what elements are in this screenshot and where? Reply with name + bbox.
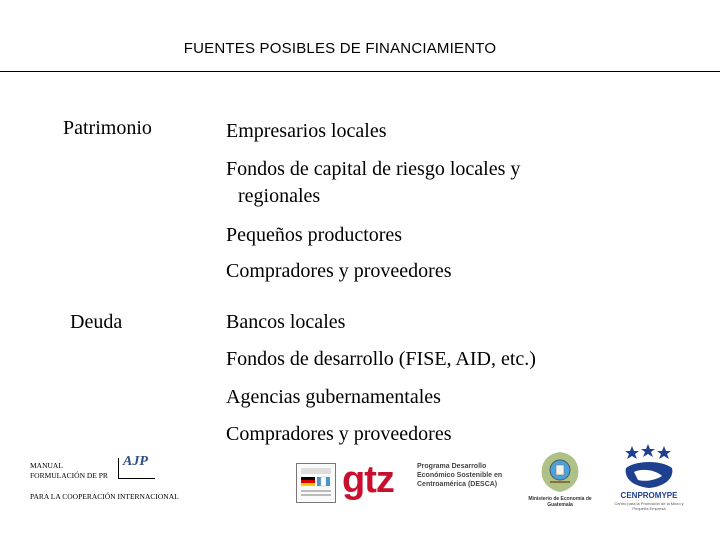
cenpromype-text: CENPROMYPE: [620, 491, 678, 500]
manual-line: PARA LA COOPERACIÓN INTERNACIONAL: [30, 492, 179, 501]
list-item: Compradores y proveedores: [226, 260, 452, 282]
list-item: Fondos de desarrollo (FISE, AID, etc.): [226, 348, 536, 370]
list-item: Bancos locales: [226, 311, 346, 333]
cenpromype-logo: [612, 444, 686, 511]
category-label-patrimonio: Patrimonio: [63, 117, 152, 139]
list-item: Compradores y proveedores: [226, 423, 452, 445]
cenpromype-subtext: Centro para la Promoción de la Micro y Pequeña Empresa: [614, 501, 684, 511]
page-title: FUENTES POSIBLES DE FINANCIAMIENTO: [183, 40, 497, 57]
title-divider: [0, 71, 720, 72]
manual-line: MANUAL: [30, 461, 63, 470]
ministerio-text: Ministerio de Economía de Guatemala: [528, 496, 592, 508]
manual-footer: [30, 454, 210, 508]
list-item: Agencias gubernamentales: [226, 386, 441, 408]
list-item: Pequeños productores: [226, 224, 403, 246]
list-item: Fondos de capital de riesgo locales y: [226, 158, 521, 180]
stars-map-icon: [612, 444, 686, 490]
gtz-logo: gtz: [342, 459, 394, 501]
list-item: Empresarios locales: [226, 120, 387, 142]
ajp-logo-text: AJP: [123, 454, 148, 469]
coat-of-arms-icon: [520, 448, 600, 494]
ajp-logo: [118, 454, 155, 479]
list-item-continuation: regionales: [238, 185, 321, 207]
cooperation-logo: [296, 463, 336, 503]
category-label-deuda: Deuda: [70, 311, 123, 333]
desca-logo-text: Programa Desarrollo Económico Sostenible en Centroamérica (DESCA): [417, 463, 503, 488]
manual-line: FORMULACIÓN DE PR: [30, 471, 108, 480]
flags-icon: [297, 464, 335, 502]
ministerio-logo: [520, 448, 600, 506]
